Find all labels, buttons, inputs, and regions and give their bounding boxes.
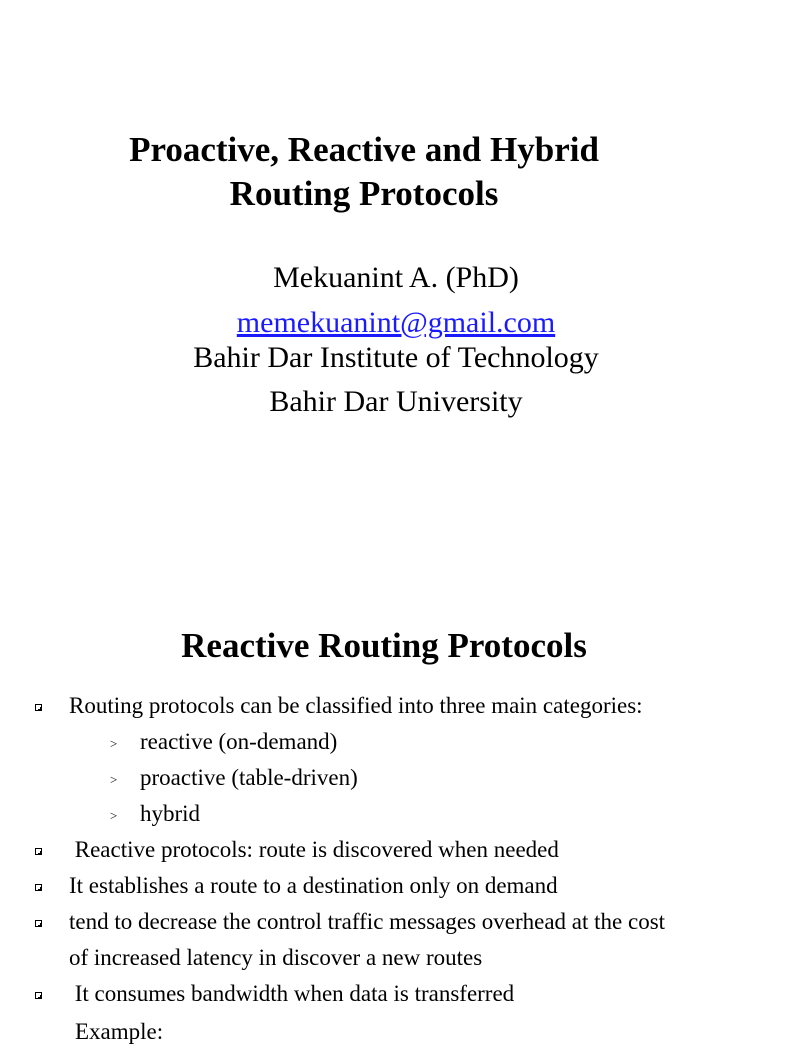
- institute-name: Bahir Dar Institute of Technology: [193, 341, 599, 374]
- sub-bullet-text: reactive (on-demand): [140, 729, 338, 754]
- square-bullet-icon: [35, 704, 42, 711]
- list-item-continuation: [0, 940, 768, 976]
- square-bullet-icon: [35, 848, 42, 855]
- list-item: [0, 832, 768, 868]
- list-item: [0, 796, 768, 832]
- bullet-text: Reactive protocols: route is discovered when needed: [69, 837, 559, 862]
- bullet-text: of increased latency in discover a new routes: [69, 945, 483, 970]
- bullet-text: Routing protocols can be classified into three main categories:: [69, 693, 643, 718]
- sub-bullet-text: hybrid: [140, 801, 201, 826]
- chevron-right-icon: >: [110, 772, 118, 787]
- list-item: [0, 868, 768, 904]
- list-item: [0, 760, 768, 796]
- email-link[interactable]: memekuanint@gmail.com: [236, 306, 556, 339]
- chevron-right-icon: >: [110, 736, 118, 751]
- chevron-right-icon: >: [110, 808, 118, 823]
- list-item: [0, 724, 768, 760]
- university-name: Bahir Dar University: [269, 385, 523, 418]
- bullet-text: Example:: [75, 1019, 164, 1044]
- bullet-text: tend to decrease the control traffic messages overhead at the cost: [69, 909, 666, 934]
- bullet-list: [0, 688, 768, 1048]
- list-item: [0, 904, 768, 940]
- bullet-text: It establishes a route to a destination only on demand: [69, 873, 558, 898]
- title-line-2: Routing Protocols: [229, 174, 499, 213]
- square-bullet-icon: [35, 992, 42, 999]
- slide-title: [0, 128, 728, 216]
- slide-title: Reactive Routing Protocols: [181, 626, 587, 665]
- content-slide: [0, 600, 768, 1044]
- square-bullet-icon: [35, 920, 42, 927]
- author-name: Mekuanint A. (PhD): [273, 261, 519, 294]
- title-line-1: Proactive, Reactive and Hybrid: [129, 130, 599, 169]
- list-item: [0, 976, 768, 1012]
- list-item: [0, 688, 768, 724]
- square-bullet-icon: [35, 884, 42, 891]
- list-item: [0, 1012, 768, 1048]
- bullet-text: It consumes bandwidth when data is transferred: [69, 981, 515, 1006]
- sub-bullet-text: proactive (table-driven): [140, 765, 358, 790]
